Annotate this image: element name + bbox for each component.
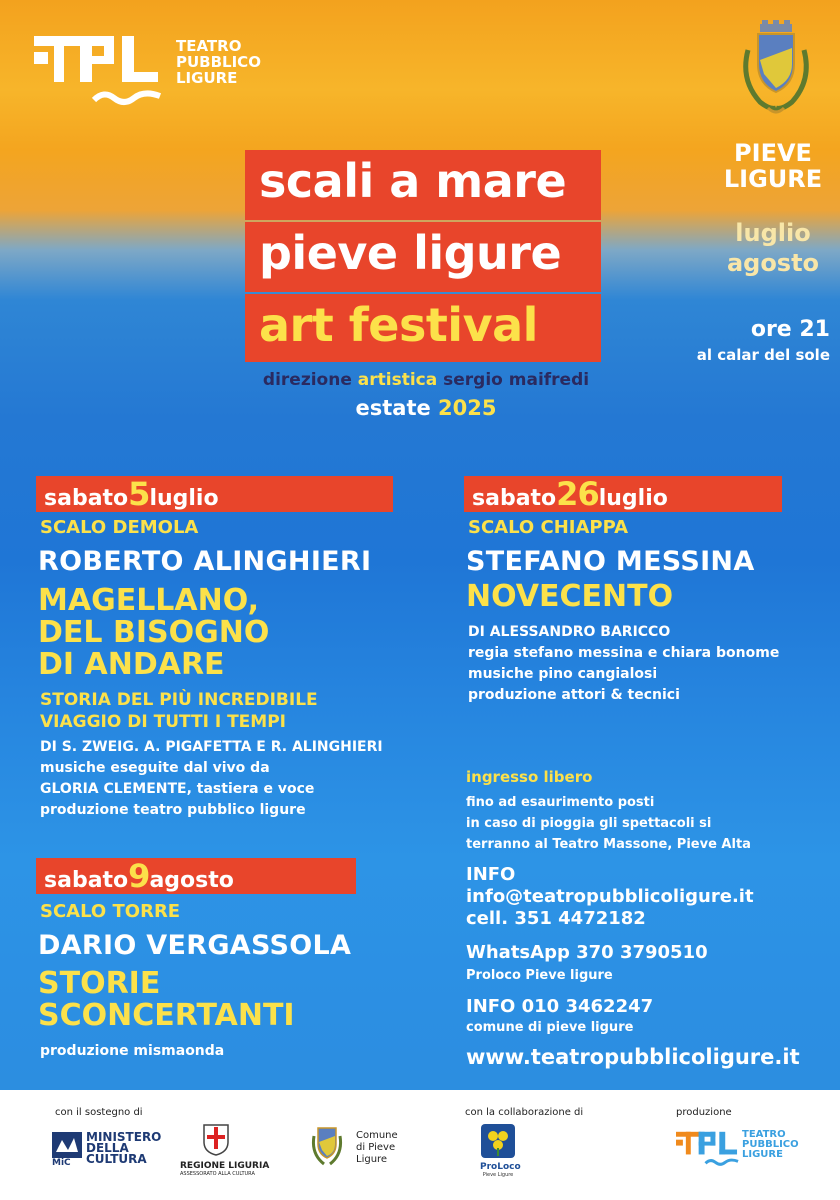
event-1-artist: ROBERTO ALINGHIERI <box>38 546 372 577</box>
event-1-subtitle: STORIA DEL PIÙ INCREDIBILE VIAGGIO DI TUTTI I TEMPI <box>40 690 318 732</box>
proloco-logo-icon <box>481 1124 515 1158</box>
event-3-date: sabato9agosto <box>36 858 356 894</box>
title-line-2: pieve ligure <box>245 222 601 292</box>
tpl-small-logo <box>676 1130 740 1172</box>
regione-label: REGIONE LIGURIA ASSESSORATO ALLA CULTURA <box>180 1161 270 1177</box>
tpl-logo <box>34 36 164 114</box>
event-3-artist: DARIO VERGASSOLA <box>38 930 352 961</box>
event-1-credits: DI S. ZWEIG. A. PIGAFETTA E R. ALINGHIERI musiche eseguite dal vivo da GLORIA CLEMENTE, tastiera e voce produzione teatro pubblico ligure <box>40 739 383 818</box>
event-3-venue: SCALO TORRE <box>40 901 181 922</box>
info-phone-2-note: comune di pieve ligure <box>466 1020 634 1035</box>
event-1-date: sabato5luglio <box>36 476 393 512</box>
event-3-title: STORIE SCONCERTANTI <box>38 966 295 1033</box>
artistic-direction: direzione artistica sergio maifredi <box>262 370 590 390</box>
ministero-text: MINISTERO DELLA CULTURA <box>86 1130 162 1166</box>
support-label: con il sostegno di <box>55 1107 143 1118</box>
place-name: PIEVE LIGURE <box>723 139 823 193</box>
info-email[interactable]: info@teatropubblicoligure.it <box>466 886 754 907</box>
comune-crest-icon <box>310 1122 344 1170</box>
info-contacts: INFO info@teatropubblicoligure.it cell. 351 4472182 <box>466 864 754 929</box>
show-time: ore 21 <box>750 317 830 342</box>
sunset-note: al calar del sole <box>696 346 830 364</box>
months: luglio agosto <box>726 219 820 277</box>
event-1-venue: SCALO DEMOLA <box>40 517 199 538</box>
free-entry: ingresso libero <box>466 768 593 786</box>
mic-label: MiC <box>52 1158 71 1168</box>
event-3-credits: produzione mismaonda <box>40 1043 225 1059</box>
event-2-title: NOVECENTO <box>466 579 674 614</box>
title-line-1: scali a mare <box>245 150 601 220</box>
entry-conditions: fino ad esaurimento posti in caso di pioggia gli spettacoli si terranno al Teatro Massone, Pieve Alta <box>466 795 751 852</box>
info-cell: cell. 351 4472182 <box>466 908 646 929</box>
pieve-ligure-crest <box>734 20 818 136</box>
tpl-logo-text: TEATRO PUBBLICO LIGURE <box>176 37 261 87</box>
event-2-artist: STEFANO MESSINA <box>466 546 755 577</box>
info-phone-2: INFO 010 3462247 <box>466 996 654 1017</box>
regione-liguria-shield-icon <box>203 1124 229 1156</box>
event-2-credits: DI ALESSANDRO BARICCO regia stefano messina e chiara bonome musiche pino cangialosi produzione attori & tecnici <box>468 624 780 703</box>
season: estate 2025 <box>355 396 497 420</box>
proloco-label: ProLoco Pieve Ligure <box>480 1162 521 1178</box>
whatsapp-number: WhatsApp 370 3790510 <box>466 942 708 963</box>
comune-label: Comune di Pieve Ligure <box>356 1130 398 1165</box>
event-2-venue: SCALO CHIAPPA <box>468 517 629 538</box>
title-line-3: art festival <box>245 294 601 362</box>
event-1-title: MAGELLANO, DEL BISOGNO DI ANDARE <box>38 583 270 682</box>
website-link[interactable]: www.teatropubblicoligure.it <box>466 1045 800 1069</box>
production-label: produzione <box>676 1107 732 1118</box>
event-2-date: sabato26luglio <box>464 476 782 512</box>
whatsapp-note: Proloco Pieve ligure <box>466 968 613 983</box>
tpl-small-text: TEATRO PUBBLICO LIGURE <box>742 1129 799 1160</box>
collab-label: con la collaborazione di <box>465 1107 584 1118</box>
